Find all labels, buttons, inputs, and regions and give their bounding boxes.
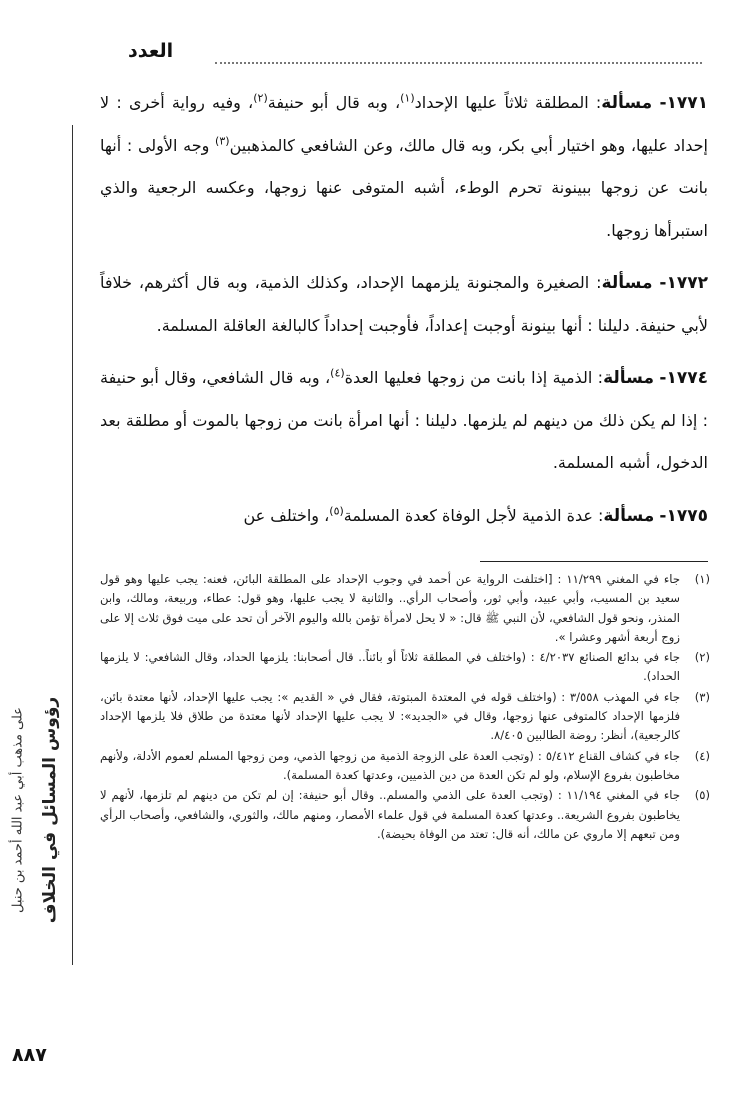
- issue-label: مسألة: [603, 505, 655, 526]
- header-dotted-rule: [215, 62, 702, 64]
- footnote-5: [100, 786, 710, 844]
- issue-text: ، وبه قال أبو حنيفة: [267, 93, 401, 112]
- issue-label: مسألة: [601, 273, 653, 293]
- issue-1774: [100, 357, 708, 485]
- footnote-ref: (٤): [330, 366, 345, 380]
- issue-text: : الصغيرة والمجنونة يلزمهما الإحداد، وكذلك الذمية، وبه قال أكثرهم، خلافاً لأبي حنيفة. دليلنا : أنها بينونة أوجبت إعداداً، فأوجبت إحداداً كالبالغة العاقلة المسلمة.: [100, 273, 708, 335]
- footnote-3: [100, 688, 710, 746]
- side-book-subtitle: على مذهب أبي عبد الله أحمد بن حنبل: [10, 707, 26, 913]
- issue-label: مسألة: [603, 368, 654, 388]
- side-book-title: رؤوس المسائل في الخلاف: [40, 696, 60, 924]
- footnote-text: جاء في المغني ١١/١٩٤ : (وتجب العدة على الذمي والمسلم.. وقال أبو حنيفة: إن لم تكن من دينهم لم تلزمها، لأنهم لا يخاطبون بفروع الشريعة.. وعدتها كعدة المسلمة في قول علماء الأمصار، ومنهم مالك، والثوري، والشافعي، وأصحاب الرأي ومن تبعهم إلا ماروي عن مالك، أنه قال: تعتد من الوفاة بحيضة).: [100, 788, 681, 841]
- footnote-number: (٣): [694, 689, 710, 704]
- footnote-text: جاء في بدائع الصنائع ٤/٢٠٣٧ : (واختلف في المطلقة ثلاثاً أو بائناً.. قال أصحابنا: يلزمها الحداد، وقال الشافعي: لا يلزمها الحداد).: [100, 650, 680, 684]
- issue-text: : عدة الذمية لأجل الوفاة كعدة المسلمة: [343, 505, 604, 525]
- issue-1772: [100, 262, 708, 347]
- issue-text: ، وفيه رواية أخرى : لا إحداد عليها، وهو اختيار أبي بكر، وبه قال مالك، وعن الشافعي كالمذهبين: [100, 93, 708, 155]
- page-header-title: العدد: [128, 40, 174, 62]
- issue-text: ، واختلف عن: [243, 505, 330, 525]
- issue-1771: [100, 82, 708, 252]
- issue-text: : المطلقة ثلاثاً عليها الإحداد: [414, 93, 602, 112]
- issue-1775: [100, 495, 708, 538]
- page-number: ٨٨٧: [12, 1044, 47, 1066]
- footnote-ref: (١): [400, 91, 415, 105]
- footnote-number: (١): [694, 572, 710, 586]
- issue-text: ، وبه قال الشافعي، وقال أبو حنيفة : إذا لم يكن ذلك من دينهم لم يلزمها. دليلنا : أنها امرأة بانت من زوجها بالموت أو مطلقة بعد الدخول، أشبه المسلمة.: [100, 368, 708, 472]
- issue-number: ١٧٧٤-: [659, 368, 708, 388]
- footnote-separator: [480, 561, 708, 562]
- footnote-1: [100, 570, 710, 647]
- footnote-text: جاء في المغني ١١/٢٩٩ : [اختلفت الرواية عن أحمد في وجوب الإحداد على المطلقة البائن، فعنه: يجب عليها وهو قول سعيد بن المسيب، وأبي عبيد، وأبي ثور، وأصحاب الرأي.. والثانية لا يجب عليها، وهو قول: عطاء، وربيعة، ومالك، وابن المنذر، ونحو قول الشافعي، لأن النبي ﷺ قال: « لا يحل لامرأة تؤمن بالله واليوم الآخر أن تحد على ميت فوق ثلاث إلا على زوج أربعة أشهر وعشرا ».: [100, 572, 681, 644]
- issue-number: ١٧٧١-: [659, 93, 709, 113]
- footnote-number: (٥): [694, 788, 710, 803]
- footnote-ref: (٥): [329, 504, 344, 518]
- main-text: [100, 82, 708, 537]
- issue-number: ١٧٧٥-: [659, 505, 708, 526]
- issue-label: مسألة: [601, 93, 653, 113]
- footnotes: [100, 570, 710, 845]
- footnote-2: [100, 648, 710, 687]
- issue-text: وجه الأولى : أنها بانت عن زوجها ببينونة تحرم الوطء، أشبه المتوفى عنها زوجها، وعكسه الرجعية والذي استبرأها زوجها.: [100, 135, 708, 240]
- footnote-text: جاء في كشاف القناع ٥/٤١٢ : (وتجب العدة على الزوجة الذمية من زوجها الذمي، ومن زوجها المسلم لعموم الأدلة، ولأنهم مخاطبون بفروع الإسلام، ولو لم تكن العدة من دين الذميين، وعدتها كعدة المسلمة).: [100, 748, 680, 782]
- footnote-ref: (٢): [253, 91, 268, 105]
- footnote-ref: (٣): [215, 134, 230, 148]
- footnote-number: (٢): [694, 650, 710, 665]
- footnote-text: جاء في المهذب ٣/٥٥٨ : (واختلف قوله في المعتدة المبتوتة، فقال في « القديم »: يجب عليها الإحداد، لأنها معتدة بائن، فلزمها الإحداد كالمتوفى عنها زوجها، وقال في «الجديد»: لا يجب عليها الإحداد لأنها معتدة من طلاق فلا يلزمها الإحداد كالرجعية)، أنظر: روضة الطالبين ٨/٤٠٥.: [100, 689, 681, 743]
- issue-number: ١٧٧٢-: [659, 273, 708, 293]
- footnote-number: (٤): [694, 748, 710, 763]
- footnote-4: [100, 747, 710, 786]
- issue-text: : الذمية إذا بانت من زوجها فعليها العدة: [344, 368, 604, 387]
- side-vertical-rule: [72, 125, 73, 965]
